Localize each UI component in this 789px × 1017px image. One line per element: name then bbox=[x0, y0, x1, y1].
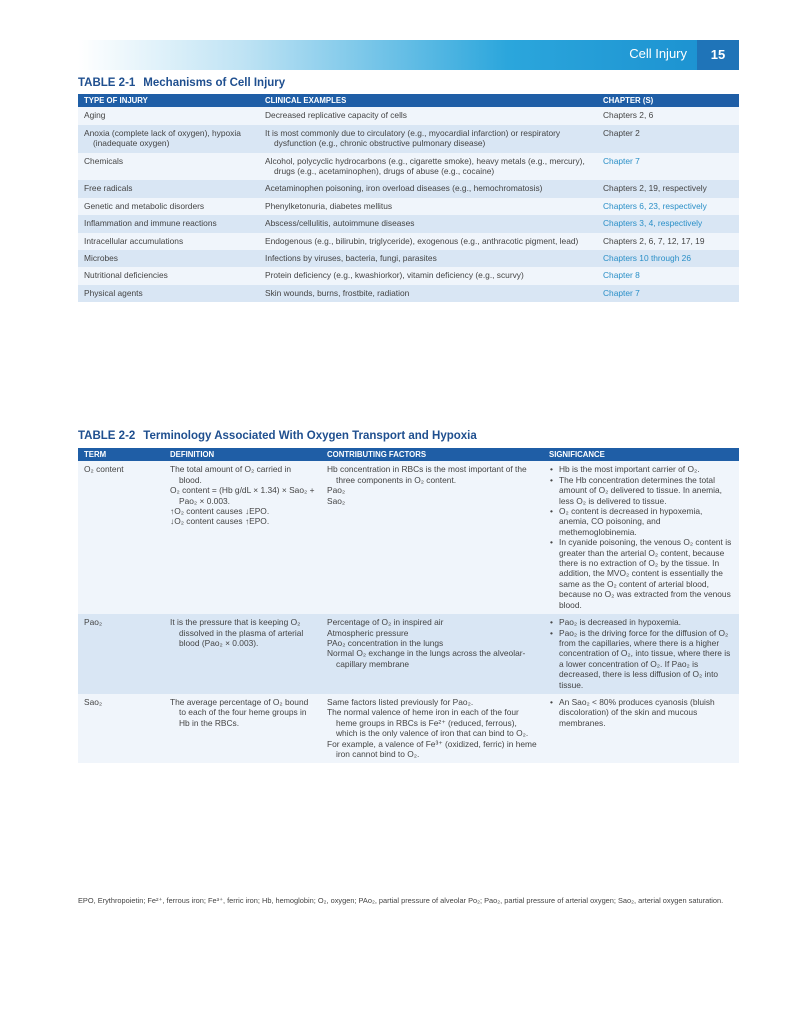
significance-item: • Hb is the most important carrier of O₂. bbox=[559, 464, 733, 474]
significance-item: • In cyanide poisoning, the venous O₂ content is greater than the arterial O₂ content, because there is no extraction of O₂ by the tissue. In addition, the MVO₂ content is essentially the same as the O₂ content of arterial blood, because no O₂ was extracted from the venous blood. bbox=[559, 537, 733, 610]
injury-type-cell-text: Physical agents bbox=[84, 287, 143, 298]
factor-line: The normal valence of heme iron in each of the four heme groups in RBCs is Fe²⁺ (reduced, ferrous), which is the only valence of iron that can bind to O₂. bbox=[327, 707, 529, 739]
injury-type-cell-text: Chemicals bbox=[84, 155, 124, 166]
column-header: TYPE OF INJURY bbox=[78, 94, 259, 107]
significance-item: • Pao₂ is decreased in hypoxemia. bbox=[559, 617, 733, 627]
chapter-cell bbox=[597, 153, 739, 181]
clinical-examples-cell-text: Phenylketonuria, diabetes mellitus bbox=[265, 200, 393, 211]
chapter-cell-text[interactable]: Chapters 2, 6 bbox=[603, 110, 654, 121]
chapter-cell bbox=[597, 285, 739, 302]
clinical-examples-cell bbox=[259, 285, 597, 302]
term-cell bbox=[78, 694, 164, 763]
table-header-row bbox=[78, 94, 739, 107]
term-text: O₂ content bbox=[84, 464, 124, 475]
running-header bbox=[78, 40, 739, 70]
factor-line: Hb concentration in RBCs is the most important of the three components in O₂ content. bbox=[327, 464, 527, 485]
significance-list bbox=[549, 617, 733, 690]
significance-item: • The Hb concentration determines the total amount of O₂ delivered to tissue. In anemia, less O₂ is delivered to tissue. bbox=[559, 475, 733, 506]
factors-cell bbox=[321, 614, 543, 694]
table-row bbox=[78, 285, 739, 302]
clinical-examples-cell-text: Endogenous (e.g., bilirubin, triglyceride), exogenous (e.g., anthracotic pigment, lead) bbox=[265, 235, 579, 246]
table-row bbox=[78, 180, 739, 197]
chapter-cell-text[interactable]: Chapters 2, 19, respectively bbox=[603, 183, 707, 194]
clinical-examples-cell bbox=[259, 153, 597, 181]
table-row bbox=[78, 694, 739, 763]
clinical-examples-cell bbox=[259, 215, 597, 232]
oxygen-terminology-table bbox=[78, 448, 739, 763]
table-row bbox=[78, 215, 739, 232]
clinical-examples-cell-text: Skin wounds, burns, frostbite, radiation bbox=[265, 287, 410, 298]
table-row bbox=[78, 198, 739, 215]
injury-type-cell bbox=[78, 215, 259, 232]
injury-type-cell-text: Free radicals bbox=[84, 183, 133, 194]
definition-line: The total amount of O₂ carried in blood. bbox=[170, 464, 292, 485]
injury-type-cell-text: Anoxia (complete lack of oxygen), hypoxia (inadequate oxygen) bbox=[84, 127, 241, 149]
chapter-cell-text[interactable]: Chapters 3, 4, respectively bbox=[603, 218, 703, 229]
chapter-cell-text[interactable]: Chapter 2 bbox=[603, 127, 640, 138]
significance-cell bbox=[543, 694, 739, 763]
clinical-examples-cell-text: Acetaminophen poisoning, iron overload diseases (e.g., hemochromatosis) bbox=[265, 183, 543, 194]
table1-caption bbox=[78, 77, 285, 89]
table-row bbox=[78, 614, 739, 694]
injury-type-cell bbox=[78, 233, 259, 250]
injury-type-cell bbox=[78, 267, 259, 284]
chapter-cell bbox=[597, 215, 739, 232]
factor-line: Pao₂ bbox=[327, 485, 346, 496]
clinical-examples-cell bbox=[259, 250, 597, 267]
table1-label: TABLE 2-1 bbox=[78, 77, 136, 89]
table2-label: TABLE 2-2 bbox=[78, 430, 136, 442]
table2-caption bbox=[78, 430, 477, 442]
clinical-examples-cell bbox=[259, 107, 597, 124]
definition-line: O₂ content = (Hb g/dL × 1.34) × Sao₂ + Pao₂ × 0.003. bbox=[170, 485, 315, 506]
significance-list bbox=[549, 464, 733, 610]
definition-line: It is the pressure that is keeping O₂ dissolved in the plasma of arterial blood (Pao₂ × 0.003). bbox=[170, 617, 304, 648]
table1-title: Mechanisms of Cell Injury bbox=[143, 77, 286, 89]
injury-type-cell bbox=[78, 180, 259, 197]
clinical-examples-cell-text: Decreased replicative capacity of cells bbox=[265, 110, 407, 121]
definition-cell bbox=[164, 614, 321, 694]
definition-line: ↓O₂ content causes ↑EPO. bbox=[170, 516, 270, 527]
factor-line: Atmospheric pressure bbox=[327, 627, 409, 638]
chapter-cell-text[interactable]: Chapters 10 through 26 bbox=[603, 253, 691, 264]
clinical-examples-cell bbox=[259, 198, 597, 215]
significance-item: • An Sao₂ < 80% produces cyanosis (bluish discoloration) of the skin and mucous membranes. bbox=[559, 697, 733, 728]
definition-line: The average percentage of O₂ bound to each of the four heme groups in Hb in the RBCs. bbox=[170, 696, 309, 728]
clinical-examples-cell bbox=[259, 180, 597, 197]
injury-type-cell-text: Intracellular accumulations bbox=[84, 235, 184, 246]
mechanisms-table bbox=[78, 94, 739, 302]
chapter-cell bbox=[597, 198, 739, 215]
factor-line: Sao₂ bbox=[327, 495, 346, 506]
table-row bbox=[78, 107, 739, 124]
factors-cell bbox=[321, 694, 543, 763]
column-header: CONTRIBUTING FACTORS bbox=[321, 448, 543, 461]
chapter-cell bbox=[597, 180, 739, 197]
term-cell bbox=[78, 461, 164, 614]
injury-type-cell bbox=[78, 285, 259, 302]
term-text: Pao₂ bbox=[84, 617, 103, 628]
factor-line: PAo₂ concentration in the lungs bbox=[327, 637, 444, 648]
injury-type-cell bbox=[78, 153, 259, 181]
significance-cell bbox=[543, 461, 739, 614]
table-row bbox=[78, 153, 739, 181]
column-header: SIGNIFICANCE bbox=[543, 448, 739, 461]
significance-cell bbox=[543, 614, 739, 694]
injury-type-cell bbox=[78, 125, 259, 153]
factor-line: Same factors listed previously for Pao₂. bbox=[327, 696, 474, 707]
term-cell bbox=[78, 614, 164, 694]
column-header: DEFINITION bbox=[164, 448, 321, 461]
table-row bbox=[78, 267, 739, 284]
section-title: Cell Injury bbox=[629, 46, 687, 61]
injury-type-cell-text: Inflammation and immune reactions bbox=[84, 218, 217, 229]
injury-type-cell-text: Microbes bbox=[84, 253, 118, 264]
factors-cell bbox=[321, 461, 543, 614]
chapter-cell bbox=[597, 267, 739, 284]
definition-cell bbox=[164, 694, 321, 763]
chapter-cell-text[interactable]: Chapter 7 bbox=[603, 155, 640, 166]
clinical-examples-cell bbox=[259, 267, 597, 284]
table-footnote: EPO, Erythropoietin; Fe²⁺, ferrous iron; Fe³⁺, ferric iron; Hb, hemoglobin; O₂, oxygen; PAo₂, partial pressure of alveolar Po₂; Pao₂, partial pressure of arterial oxygen; Sao₂, arterial oxygen saturation. bbox=[78, 896, 724, 905]
chapter-cell-text[interactable]: Chapters 6, 23, respectively bbox=[603, 200, 707, 211]
table2-title: Terminology Associated With Oxygen Transport and Hypoxia bbox=[143, 430, 477, 442]
chapter-cell bbox=[597, 107, 739, 124]
factor-line: Normal O₂ exchange in the lungs across the alveolar-capillary membrane bbox=[327, 648, 526, 669]
definition-cell bbox=[164, 461, 321, 614]
chapter-cell bbox=[597, 250, 739, 267]
chapter-cell-text[interactable]: Chapter 8 bbox=[603, 270, 640, 281]
clinical-examples-cell-text: Alcohol, polycyclic hydrocarbons (e.g., cigarette smoke), heavy metals (e.g., mercury), drugs (e.g., acetaminophen), drugs of abuse (e.g., cocaine) bbox=[265, 155, 585, 177]
chapter-cell bbox=[597, 125, 739, 153]
term-text: Sao₂ bbox=[84, 696, 103, 707]
chapter-cell bbox=[597, 233, 739, 250]
injury-type-cell-text: Nutritional deficiencies bbox=[84, 270, 168, 281]
table-header-row bbox=[78, 448, 739, 461]
significance-item: • O₂ content is decreased in hypoxemia, anemia, CO poisoning, and methemoglobinemia. bbox=[559, 506, 733, 537]
column-header: CHAPTER (S) bbox=[597, 94, 739, 107]
injury-type-cell-text: Aging bbox=[84, 110, 106, 121]
injury-type-cell bbox=[78, 198, 259, 215]
injury-type-cell-text: Genetic and metabolic disorders bbox=[84, 200, 205, 211]
definition-line: ↑O₂ content causes ↓EPO. bbox=[170, 506, 270, 517]
significance-list bbox=[549, 697, 733, 728]
clinical-examples-cell-text: Abscess/cellulitis, autoimmune diseases bbox=[265, 218, 415, 229]
table-row bbox=[78, 250, 739, 267]
clinical-examples-cell bbox=[259, 233, 597, 250]
clinical-examples-cell-text: Protein deficiency (e.g., kwashiorkor), vitamin deficiency (e.g., scurvy) bbox=[265, 270, 524, 281]
significance-item: • Pao₂ is the driving force for the diffusion of O₂ from the capillaries, where there is a higher concentration of O₂, into tissue, where there is a lower concentration of O₂. If Pao₂ is decreased, there is less diffusion of O₂ into tissue. bbox=[559, 628, 733, 690]
page-number: 15 bbox=[697, 40, 739, 70]
column-header: CLINICAL EXAMPLES bbox=[259, 94, 597, 107]
clinical-examples-cell-text: Infections by viruses, bacteria, fungi, parasites bbox=[265, 253, 437, 264]
table-row bbox=[78, 461, 739, 614]
table-row bbox=[78, 233, 739, 250]
chapter-cell-text[interactable]: Chapters 2, 6, 7, 12, 17, 19 bbox=[603, 235, 705, 246]
clinical-examples-cell-text: It is most commonly due to circulatory (e.g., myocardial infarction) or respiratory dysfunction (e.g., chronic obstructive pulmonary disease) bbox=[265, 127, 561, 149]
injury-type-cell bbox=[78, 107, 259, 124]
factor-line: Percentage of O₂ in inspired air bbox=[327, 617, 444, 628]
table-row bbox=[78, 125, 739, 153]
chapter-cell-text[interactable]: Chapter 7 bbox=[603, 287, 640, 298]
column-header: TERM bbox=[78, 448, 164, 461]
injury-type-cell bbox=[78, 250, 259, 267]
clinical-examples-cell bbox=[259, 125, 597, 153]
factor-line: For example, a valence of Fe³⁺ (oxidized, ferric) in heme iron cannot bind to O₂. bbox=[327, 738, 537, 759]
